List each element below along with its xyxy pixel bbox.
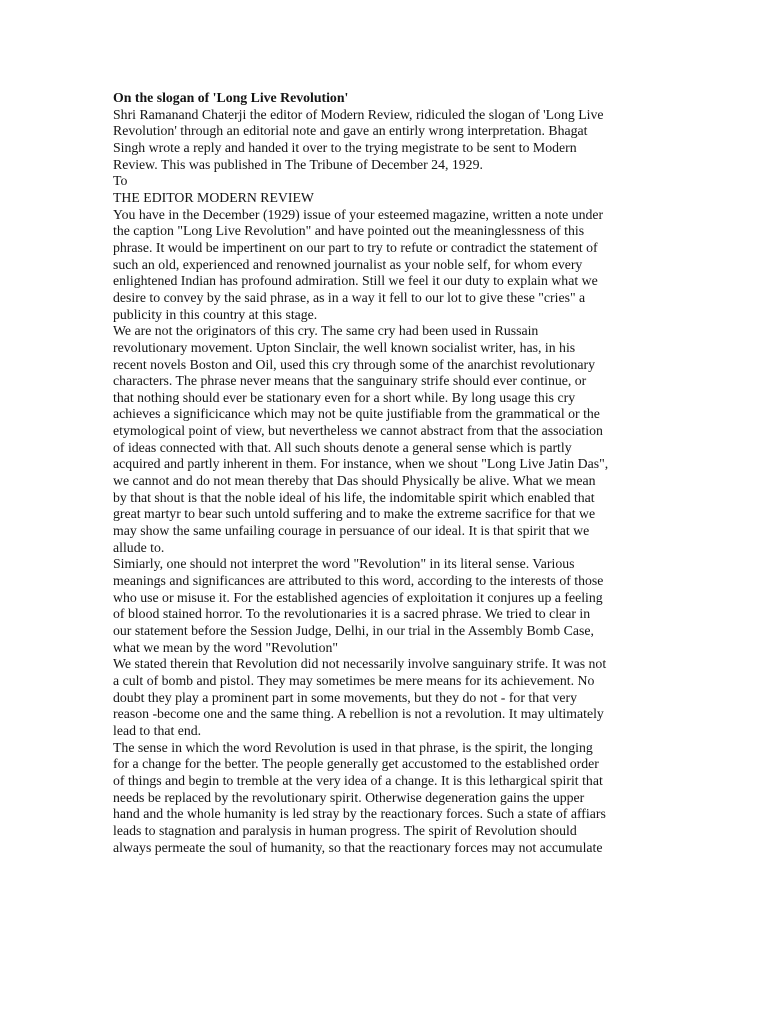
text-line: etymological point of view, but nevertheless we cannot abstract from that the association	[113, 423, 603, 439]
text-line: Simiarly, one should not interpret the word "Revolution" in its literal sense. Various	[113, 556, 575, 572]
text-line: phrase. It would be impertinent on our part to try to refute or contradict the statement of	[113, 239, 598, 255]
text-line: leads to stagnation and paralysis in human progress. The spirit of Revolution should	[113, 822, 577, 838]
text-line: of ideas connected with that. All such shouts denote a general sense which is partly	[113, 439, 572, 455]
body-paragraph-5	[113, 740, 673, 857]
text-line: for a change for the better. The people generally get accustomed to the established order	[113, 756, 599, 772]
text-line: The sense in which the word Revolution is used in that phrase, is the spirit, the longing	[113, 739, 593, 755]
text-line: by that shout is that the noble ideal of his life, the indomitable spirit which enabled that	[113, 489, 595, 505]
text-line: of blood stained horror. To the revolutionaries it is a sacred phrase. We tried to clear in	[113, 606, 591, 622]
body-paragraph-3	[113, 556, 673, 656]
text-line: doubt they play a prominent part in some movements, but they do not - for that very	[113, 689, 578, 705]
text-line: hand and the whole humanity is led stray by the reactionary forces. Such a state of affiars	[113, 806, 606, 822]
text-line: publicity in this country at this stage.	[113, 306, 318, 322]
text-line: Shri Ramanand Chaterji the editor of Modern Review, ridiculed the slogan of 'Long Live	[113, 106, 604, 122]
text-line: such an old, experienced and renowned journalist as your noble self, for whom every	[113, 256, 583, 272]
text-line: may show the same unfailing courage in persuance of our ideal. It is that spirit that we	[113, 523, 590, 539]
text-line: We stated therein that Revolution did not necessarily involve sanguinary strife. It was not	[113, 656, 607, 672]
text-line: meanings and significances are attributed to this word, according to the interests of those	[113, 573, 604, 589]
body-paragraph-4	[113, 656, 673, 739]
text-line: recent novels Boston and Oil, used this cry through some of the anarchist revolutionary	[113, 356, 596, 372]
text-line: revolutionary movement. Upton Sinclair, the well known socialist writer, has, in his	[113, 339, 576, 355]
text-line: desire to convey by the said phrase, as in a way it fell to our lot to give these "cries" a	[113, 289, 586, 305]
body-paragraph-1	[113, 207, 673, 324]
document-page	[113, 90, 673, 856]
text-line: who use or misuse it. For the established agencies of exploitation it conjures up a feeling	[113, 589, 603, 605]
text-line: We are not the originators of this cry. The same cry had been used in Russain	[113, 323, 539, 339]
document-title: On the slogan of 'Long Live Revolution'	[113, 90, 349, 105]
text-line: needs be replaced by the revolutionary spirit. Otherwise degeneration gains the upper	[113, 789, 585, 805]
text-line: lead to that end.	[113, 722, 202, 738]
text-line: that nothing should ever be stationary even for a short while. By long usage this cry	[113, 389, 576, 405]
text-line: acquired and partly inherent in them. For instance, when we shout "Long Live Jatin Das",	[113, 456, 609, 472]
text-line: great martyr to bear such untold suffering and to make the extreme sacrifice for that we	[113, 506, 596, 522]
text-line: reason -become one and the same thing. A rebellion is not a revolution. It may ultimately	[113, 706, 604, 722]
text-line: Revolution' through an editorial note and gave an entirly wrong interpretation. Bhagat	[113, 123, 588, 139]
text-line: You have in the December (1929) issue of your esteemed magazine, written a note under	[113, 206, 604, 222]
text-line: of things and begin to tremble at the very idea of a change. It is this lethargical spirit that	[113, 772, 603, 788]
addressee: THE EDITOR MODERN REVIEW	[113, 189, 314, 205]
salutation-to: To	[113, 173, 128, 189]
text-line: characters. The phrase never means that the sanguinary strife should ever continue, or	[113, 373, 587, 389]
text-line: the caption "Long Live Revolution" and have pointed out the meaninglessness of this	[113, 223, 585, 239]
text-line: a cult of bomb and pistol. They may sometimes be mere means for its achievement. No	[113, 672, 595, 688]
text-line: our statement before the Session Judge, Delhi, in our trial in the Assembly Bomb Case,	[113, 623, 594, 638]
text-line: always permeate the soul of humanity, so that the reactionary forces may not accumulate	[113, 839, 603, 855]
text-line: what we mean by the word "Revolution"	[113, 639, 339, 655]
text-line: allude to.	[113, 539, 165, 555]
text-line: achieves a significicance which may not be quite justifiable from the grammatical or the	[113, 406, 600, 422]
text-line: Singh wrote a reply and handed it over to the trying megistrate to be sent to Modern	[113, 139, 577, 155]
body-paragraph-2	[113, 323, 673, 556]
text-line: Review. This was published in The Tribune of December 24, 1929.	[113, 156, 483, 172]
intro-paragraph	[113, 107, 673, 174]
text-line: we cannot and do not mean thereby that Das should Physically be alive. What we mean	[113, 473, 596, 489]
text-line: enlightened Indian has profound admiration. Still we feel it our duty to explain what we	[113, 273, 598, 289]
